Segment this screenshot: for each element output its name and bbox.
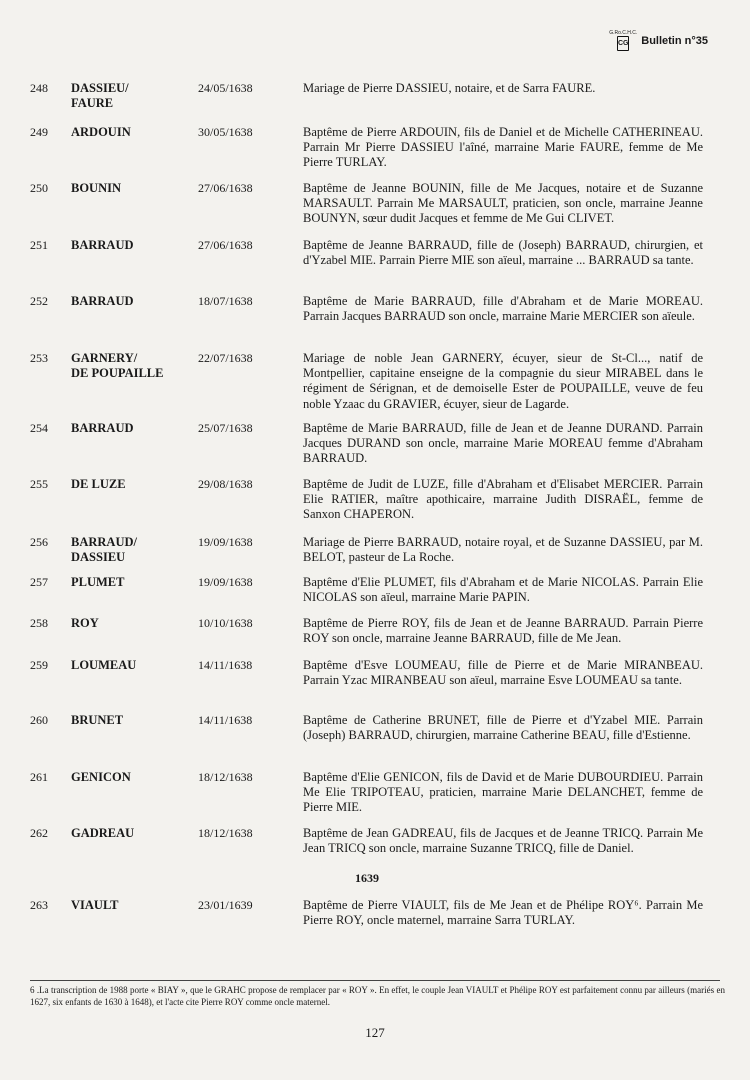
record-number: 257 bbox=[30, 575, 48, 589]
record-surname bbox=[71, 238, 196, 253]
record-number: 256 bbox=[30, 535, 48, 549]
surname-line: DASSIEU/ bbox=[71, 81, 129, 95]
record-surname bbox=[71, 421, 196, 436]
record-description: Mariage de noble Jean GARNERY, écuyer, sieur de St-Cl..., natif de Montpellier, capitaine enseigne de la compagnie du sieur MIRABEL dans le régiment de Sérignan, et de demoiselle Ester de POUPAILLE, veuve de feu noble Yzaac du GRAVIER, écuyer, sieur de Lagarde. bbox=[303, 351, 703, 411]
grahc-logo bbox=[609, 30, 637, 51]
record-description: Baptême de Pierre ROY, fils de Jean et de Jeanne BARRAUD. Parrain Pierre ROY son oncle, marraine Jeanne BARRAUD, fille de Me Jean. bbox=[303, 616, 703, 646]
surname-line: BARRAUD bbox=[71, 421, 134, 435]
footnote: 6 .La transcription de 1988 porte « BIAY », que le GRAHC propose de remplacer par « ROY ». En effet, le couple Jean VIAULT et Phélipe ROY est parfaitement connu par ailleurs (mariés en 1627, six enfants de 1630 à 1648), et l'acte cite Pierre ROY comme oncle maternel. bbox=[30, 985, 725, 1007]
surname-line: VIAULT bbox=[71, 898, 119, 912]
record-description: Baptême d'Elie GENICON, fils de David et de Marie DUBOURDIEU. Parrain Me Elie TRIPOTEAU, praticien, marraine Marie DELANCHET, femme de Pierre MIE. bbox=[303, 770, 703, 815]
record-surname bbox=[71, 658, 196, 673]
record-description: Baptême de Catherine BRUNET, fille de Pierre et d'Yzabel MIE. Parrain (Joseph) BARRAUD, chirurgien, marraine Catherine BEAU, fille d'Estienne. bbox=[303, 713, 703, 743]
record-description: Baptême de Marie BARRAUD, fille de Jean et de Jeanne DURAND. Parrain Jacques DURAND son oncle, marraine Marie MOREAU femme d'Abraham BARRAUD. bbox=[303, 421, 703, 466]
surname-line: BARRAUD/ bbox=[71, 535, 137, 549]
record-date: 18/07/1638 bbox=[198, 294, 253, 308]
record-date: 27/06/1638 bbox=[198, 181, 253, 195]
surname-line: GARNERY/ bbox=[71, 351, 138, 365]
surname-line: DASSIEU bbox=[71, 550, 126, 564]
record-number: 250 bbox=[30, 181, 48, 195]
record-date: 30/05/1638 bbox=[198, 125, 253, 139]
surname-line: DE POUPAILLE bbox=[71, 366, 164, 380]
bulletin-header bbox=[609, 30, 708, 51]
record-number: 263 bbox=[30, 898, 48, 912]
surname-line: LOUMEAU bbox=[71, 658, 137, 672]
surname-line: BOUNIN bbox=[71, 181, 122, 195]
record-date: 25/07/1638 bbox=[198, 421, 253, 435]
record-number: 258 bbox=[30, 616, 48, 630]
record-number: 255 bbox=[30, 477, 48, 491]
record-number: 262 bbox=[30, 826, 48, 840]
record-number: 253 bbox=[30, 351, 48, 365]
record-number: 252 bbox=[30, 294, 48, 308]
footnote-divider bbox=[30, 980, 720, 981]
record-date: 14/11/1638 bbox=[198, 658, 253, 672]
record-description: Baptême de Jean GADREAU, fils de Jacques et de Jeanne TRICQ. Parrain Me Jean TRICQ son oncle, marraine Suzanne TRICQ, fille de Daniel. bbox=[303, 826, 703, 856]
record-surname bbox=[71, 713, 196, 728]
record-description: Baptême d'Elie PLUMET, fils d'Abraham et de Marie NICOLAS. Parrain Elie NICOLAS son aïeul, marraine Marie PAPIN. bbox=[303, 575, 703, 605]
surname-line: BARRAUD bbox=[71, 294, 134, 308]
logo-caption: G.Ro.C.H.C. bbox=[609, 30, 638, 36]
record-surname bbox=[71, 535, 196, 565]
record-date: 19/09/1638 bbox=[198, 535, 253, 549]
record-date: 23/01/1639 bbox=[198, 898, 253, 912]
page-number: 127 bbox=[365, 1025, 385, 1040]
record-description: Baptême de Marie BARRAUD, fille d'Abraham et de Marie MOREAU. Parrain Jacques BARRAUD son oncle, marraine Marie MERCIER son aïeule. bbox=[303, 294, 703, 324]
surname-line: BARRAUD bbox=[71, 238, 134, 252]
record-surname bbox=[71, 898, 196, 913]
surname-line: GADREAU bbox=[71, 826, 135, 840]
record-description: Baptême d'Esve LOUMEAU, fille de Pierre et de Marie MIRANBEAU. Parrain Yzac MIRANBEAU son aïeul, marraine Esve LOUMEAU sa tante. bbox=[303, 658, 703, 688]
record-date: 29/08/1638 bbox=[198, 477, 253, 491]
surname-line: GENICON bbox=[71, 770, 131, 784]
record-surname bbox=[71, 181, 196, 196]
record-number: 261 bbox=[30, 770, 48, 784]
record-surname bbox=[71, 125, 196, 140]
record-date: 27/06/1638 bbox=[198, 238, 253, 252]
record-surname bbox=[71, 770, 196, 785]
record-number: 248 bbox=[30, 81, 48, 95]
record-date: 18/12/1638 bbox=[198, 770, 253, 784]
record-surname bbox=[71, 351, 196, 381]
record-number: 251 bbox=[30, 238, 48, 252]
record-date: 24/05/1638 bbox=[198, 81, 253, 95]
record-date: 10/10/1638 bbox=[198, 616, 253, 630]
surname-line: PLUMET bbox=[71, 575, 125, 589]
record-date: 14/11/1638 bbox=[198, 713, 253, 727]
record-number: 260 bbox=[30, 713, 48, 727]
logo-mark: CG bbox=[617, 36, 629, 51]
bulletin-label: Bulletin n°35 bbox=[641, 34, 708, 47]
surname-line: FAURE bbox=[71, 96, 114, 110]
record-description: Baptême de Pierre ARDOUIN, fils de Daniel et de Michelle CATHERINEAU. Parrain Mr Pierre DASSIEU l'aîné, marraine Marie FAURE, femme de Me Pierre TURLAY. bbox=[303, 125, 703, 170]
surname-line: ARDOUIN bbox=[71, 125, 131, 139]
surname-line: ROY bbox=[71, 616, 99, 630]
record-description: Baptême de Jeanne BOUNIN, fille de Me Jacques, notaire et de Suzanne MARSAULT. Parrain Me MARSAULT, praticien, son oncle, marraine Jeanne BOUNYN, sœur dudit Jacques et femme de Me Gui CLIVET. bbox=[303, 181, 703, 226]
record-number: 259 bbox=[30, 658, 48, 672]
record-description: Baptême de Judit de LUZE, fille d'Abraham et d'Elisabet MERCIER. Parrain Elie RATIER, maître apothicaire, marraine Judith DISRAËL, femme de Sanxon CHAPERON. bbox=[303, 477, 703, 522]
record-description: Mariage de Pierre DASSIEU, notaire, et de Sarra FAURE. bbox=[303, 81, 596, 95]
surname-line: BRUNET bbox=[71, 713, 124, 727]
record-description: Baptême de Pierre VIAULT, fils de Me Jean et de Phélipe ROY⁶. Parrain Me Pierre ROY, oncle maternel, marraine Sarra TURLAY. bbox=[303, 898, 703, 928]
record-date: 22/07/1638 bbox=[198, 351, 253, 365]
record-surname bbox=[71, 477, 196, 492]
record-description: Mariage de Pierre BARRAUD, notaire royal, et de Suzanne DASSIEU, par M. BELOT, pasteur de La Roche. bbox=[303, 535, 703, 565]
record-surname bbox=[71, 294, 196, 309]
surname-line: DE LUZE bbox=[71, 477, 126, 491]
record-date: 18/12/1638 bbox=[198, 826, 253, 840]
record-date: 19/09/1638 bbox=[198, 575, 253, 589]
record-surname bbox=[71, 616, 196, 631]
record-number: 249 bbox=[30, 125, 48, 139]
record-description: Baptême de Jeanne BARRAUD, fille de (Joseph) BARRAUD, chirurgien, et d'Yzabel MIE. Parrain Pierre MIE son aïeul, marraine ... BARRAUD sa tante. bbox=[303, 238, 703, 268]
record-surname bbox=[71, 81, 196, 111]
record-surname bbox=[71, 826, 196, 841]
record-surname bbox=[71, 575, 196, 590]
year-heading: 1639 bbox=[355, 871, 379, 885]
record-number: 254 bbox=[30, 421, 48, 435]
